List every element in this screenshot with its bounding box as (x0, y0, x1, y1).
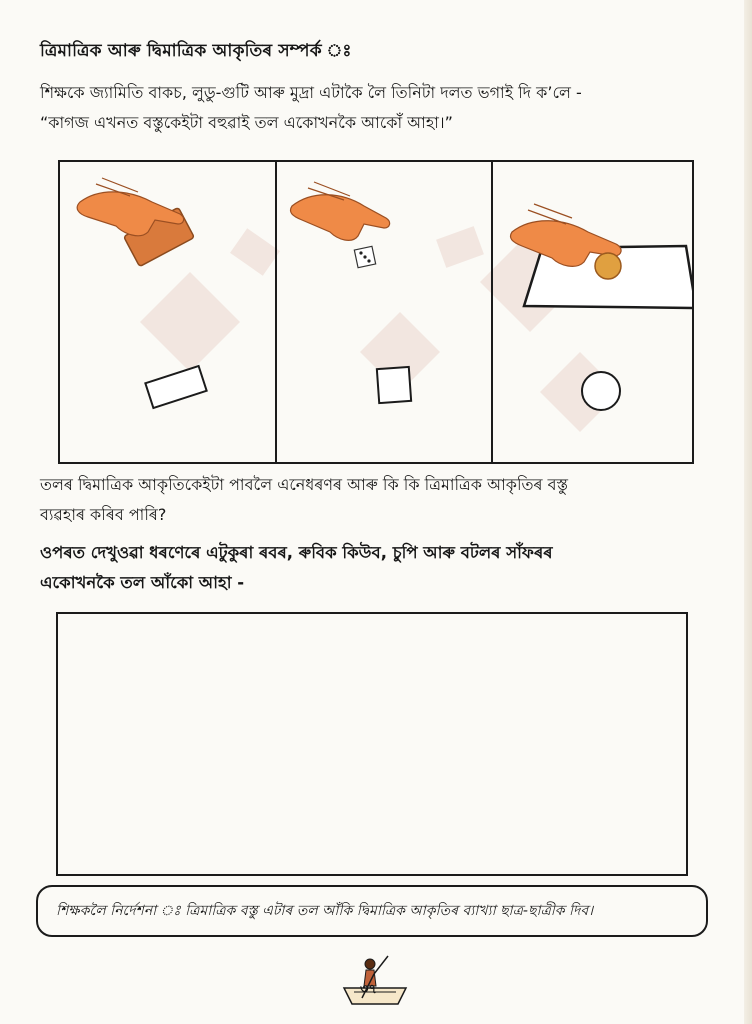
page-number: ৩৭ (360, 982, 377, 997)
trace-rectangle (145, 366, 206, 408)
trace-square (377, 367, 411, 403)
instruction-line-1: শিক্ষকে জ্যামিতি বাকচ, লুডু-গুটি আৰু মুদ্ৰা এটাকৈ লৈ তিনিটা দলত ভগাই দি ক’লে - (40, 83, 582, 102)
panel-coin (510, 204, 692, 410)
panel-ludo-die (290, 182, 411, 403)
trace-circle (582, 372, 620, 410)
page-edge (744, 0, 752, 1024)
task-text (40, 538, 553, 598)
task-line-2: একোখনকৈ তল আঁকো আহা - (40, 573, 245, 592)
section-heading: ত্ৰিমাত্ৰিক আৰু দ্বিমাত্ৰিক আকৃতিৰ সম্পৰ্ক ঃ (40, 41, 352, 61)
ludo-die-illustration (290, 182, 389, 268)
geometry-box-illustration (77, 178, 194, 267)
question-line-1: তলৰ দ্বিমাত্ৰিক আকৃতিকেইটা পাবলৈ এনেধৰণৰ আৰু কি কি ত্ৰিমাত্ৰিক আকৃতিৰ বস্তু (40, 475, 569, 494)
task-line-1: ওপৰত দেখুওৱা ধৰণেৰে এটুকুৰা ৰবৰ, ৰুবিক কিউব, চুপি আৰু বটলৰ সাঁফৰৰ (40, 543, 553, 562)
instruction-line-2: “কাগজ এখনত বস্তুকেইটা বহুৱাই তল একোখনকৈ আকোঁ আহা।” (40, 113, 453, 132)
teacher-note (36, 885, 708, 937)
teacher-note-text: শিক্ষকলৈ নিৰ্দেশনা ঃ ত্ৰিমাত্ৰিক বস্তু এটাৰ তল আঁকি দ্বিমাত্ৰিক আকৃতিৰ ব্যাখ্যা ছাত্ৰ-ছাত্ৰীক দিব। (56, 903, 594, 919)
question-line-2: ব্যৱহাৰ কৰিব পাৰি? (40, 505, 167, 524)
drawing-area[interactable] (56, 612, 688, 876)
activity-svg (60, 162, 692, 462)
question-text (40, 470, 568, 530)
page-footer (340, 952, 410, 1012)
activity-illustration (58, 160, 694, 464)
instruction-text (40, 78, 582, 138)
